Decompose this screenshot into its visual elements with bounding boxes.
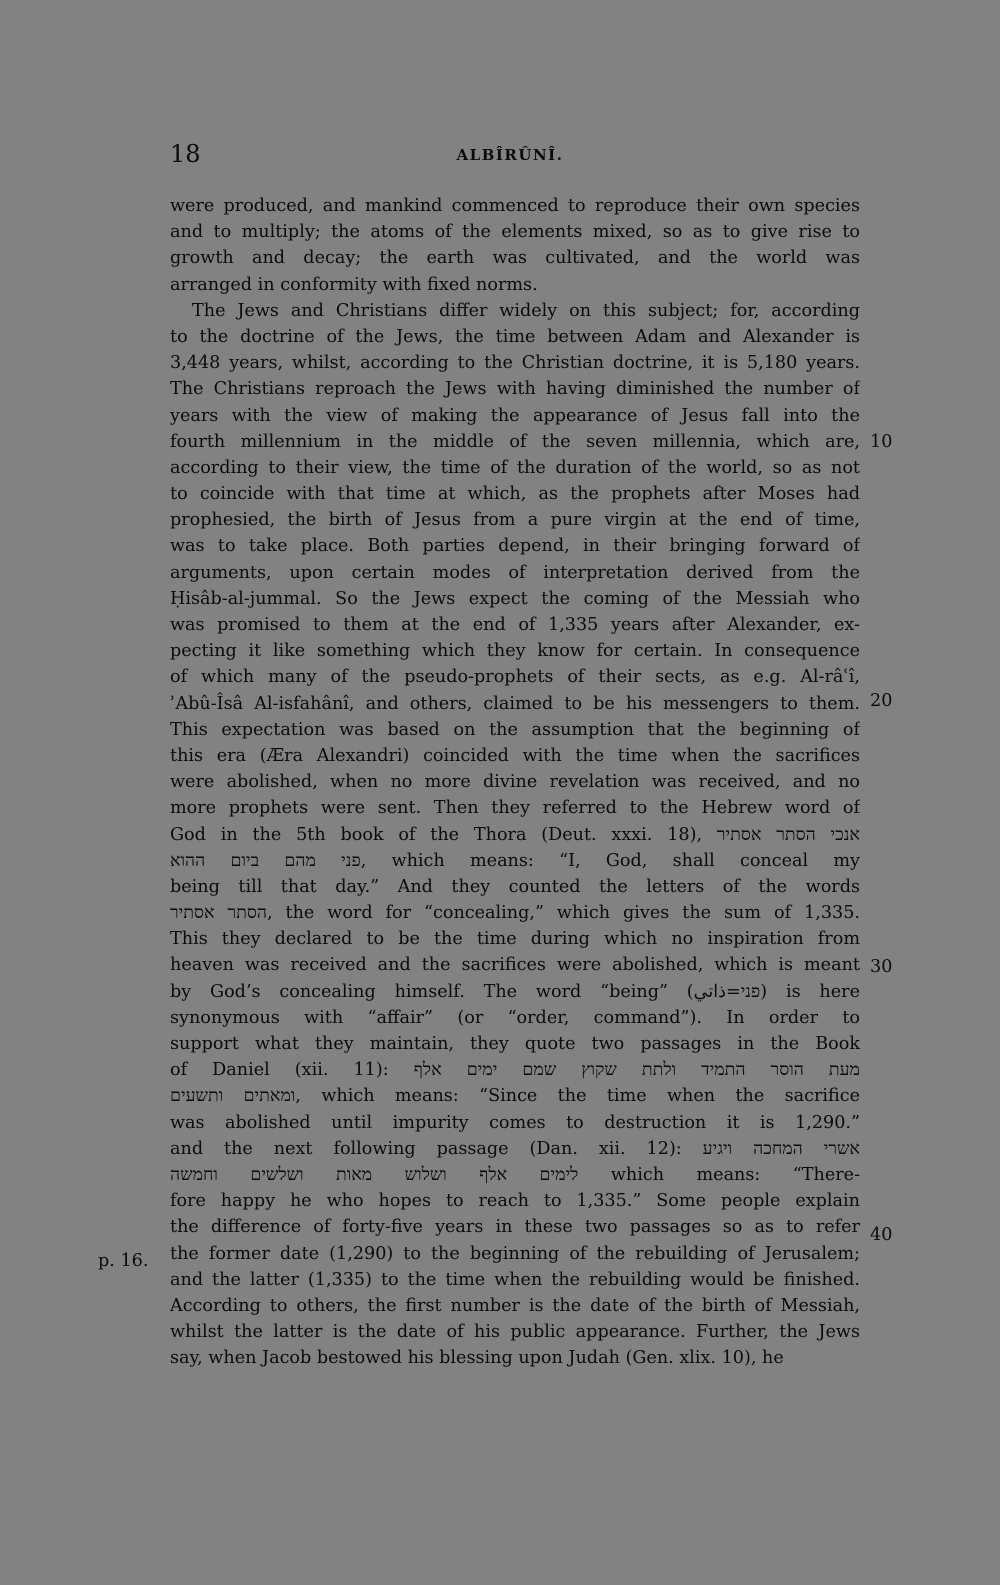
text-line: The Jews and Christians differ widely on this subject; for, according — [192, 300, 860, 321]
text-line: According to others, the first number is the date of the birth of Messiah, — [170, 1295, 860, 1316]
text-line: according to their view, the time of the duration of the world, so as not — [170, 457, 860, 478]
text-line: say, when Jacob bestowed his blessing upon Judah (Gen. xlix. 10), he — [170, 1348, 784, 1369]
text-line: of Daniel (xii. 11): מעת הוסר התמיד ולתת שקוץ שמם ימים אלף — [170, 1060, 860, 1081]
text-line: This expectation was based on the assumption that the beginning of — [170, 719, 860, 740]
margin-page-reference: p. 16. — [98, 1251, 149, 1271]
text-line: the former date (1,290) to the beginning of the rebuilding of Jerusalem; — [170, 1243, 860, 1264]
text-line: and to multiply; the atoms of the elements mixed, so as to give rise to — [170, 222, 860, 243]
text-line: this era (Æra Alexandri) coincided with the time when the sacrifices — [170, 745, 860, 766]
margin-line-number-10: 10 — [870, 432, 893, 452]
text-line: to the doctrine of the Jews, the time between Adam and Alexander is — [170, 326, 860, 347]
text-line: Ḥisâb-al-jummal. So the Jews expect the coming of the Messiah who — [170, 588, 860, 609]
text-line: fore happy he who hopes to reach to 1,335.” Some people explain — [170, 1191, 860, 1212]
text-line: to coincide with that time at which, as the prophets after Moses had — [170, 484, 860, 505]
text-line: The Christians reproach the Jews with having diminished the number of — [170, 379, 860, 400]
text-line: arranged in conformity with fixed norms. — [170, 274, 538, 295]
text-line: was abolished until impurity comes to destruction it is 1,290.” — [170, 1112, 860, 1133]
margin-line-number-20: 20 — [870, 691, 893, 711]
text-line: by God’s concealing himself. The word “being” (פני=ذاتي) is here — [170, 981, 860, 1002]
text-line: the difference of forty-five years in these two passages so as to refer — [170, 1217, 860, 1238]
text-line: fourth millennium in the middle of the seven millennia, which are, — [170, 431, 860, 452]
text-line: ʾAbû-Îsâ Al-isfahânî, and others, claimed to be his messengers to them. — [170, 693, 860, 714]
page-number: 18 — [170, 140, 201, 168]
text-line: 3,448 years, whilst, according to the Christian doctrine, it is 5,180 years. — [170, 353, 860, 374]
text-line: whilst the latter is the date of his public appearance. Further, the Jews — [170, 1322, 860, 1343]
margin-line-number-30: 30 — [870, 957, 893, 977]
text-line: arguments, upon certain modes of interpretation derived from the — [170, 562, 860, 583]
text-line: pecting it like something which they know for certain. In consequence — [170, 641, 860, 662]
text-line: of which many of the pseudo-prophets of their sects, as e.g. Al-râʿî, — [170, 667, 860, 688]
text-line: support what they maintain, they quote two passages in the Book — [170, 1034, 860, 1054]
text-line: was to take place. Both parties depend, in their bringing forward of — [170, 536, 860, 557]
text-line: ומאתים ותשעים, which means: “Since the time when the sacrifice — [170, 1086, 860, 1107]
text-line: being till that day.” And they counted the letters of the words — [170, 876, 860, 897]
text-line: heaven was received and the sacrifices were abolished, which is meant — [170, 955, 860, 976]
text-line: years with the view of making the appearance of Jesus fall into the — [170, 405, 860, 426]
text-line: synonymous with “affair” (or “order, command”). In order to — [170, 1007, 860, 1028]
text-line: prophesied, the birth of Jesus from a pure virgin at the end of time, — [170, 510, 860, 531]
text-line: were produced, and mankind commenced to reproduce their own species — [170, 196, 860, 216]
body-text — [170, 193, 860, 1371]
text-line: This they declared to be the time during which no inspiration from — [170, 929, 860, 950]
text-line: לימים אלף ושלוש מאות ושלשים וחמשה which means: “There- — [170, 1164, 860, 1185]
text-line: growth and decay; the earth was cultivated, and the world was — [170, 248, 860, 269]
running-title: ALBÎRÛNÎ. — [456, 146, 564, 164]
text-line: God in the 5th book of the Thora (Deut. xxxi. 18), אנכי הסתר אסתיר — [170, 824, 860, 845]
text-line: was promised to them at the end of 1,335 years after Alexander, ex- — [170, 615, 860, 635]
text-line: more prophets were sent. Then they referred to the Hebrew word of — [170, 798, 860, 819]
text-line: and the next following passage (Dan. xii. 12): אשרי המחכה ויגיע — [170, 1138, 860, 1159]
text-line: הסתר אסתיר, the word for “concealing,” which gives the sum of 1,335. — [170, 903, 860, 924]
text-line: פני מהם ביום ההוא, which means: “I, God, shall conceal my — [170, 850, 860, 871]
text-line: were abolished, when no more divine revelation was received, and no — [170, 772, 860, 793]
text-line: and the latter (1,335) to the time when the rebuilding would be finished. — [170, 1269, 860, 1290]
margin-line-number-40: 40 — [870, 1225, 893, 1245]
